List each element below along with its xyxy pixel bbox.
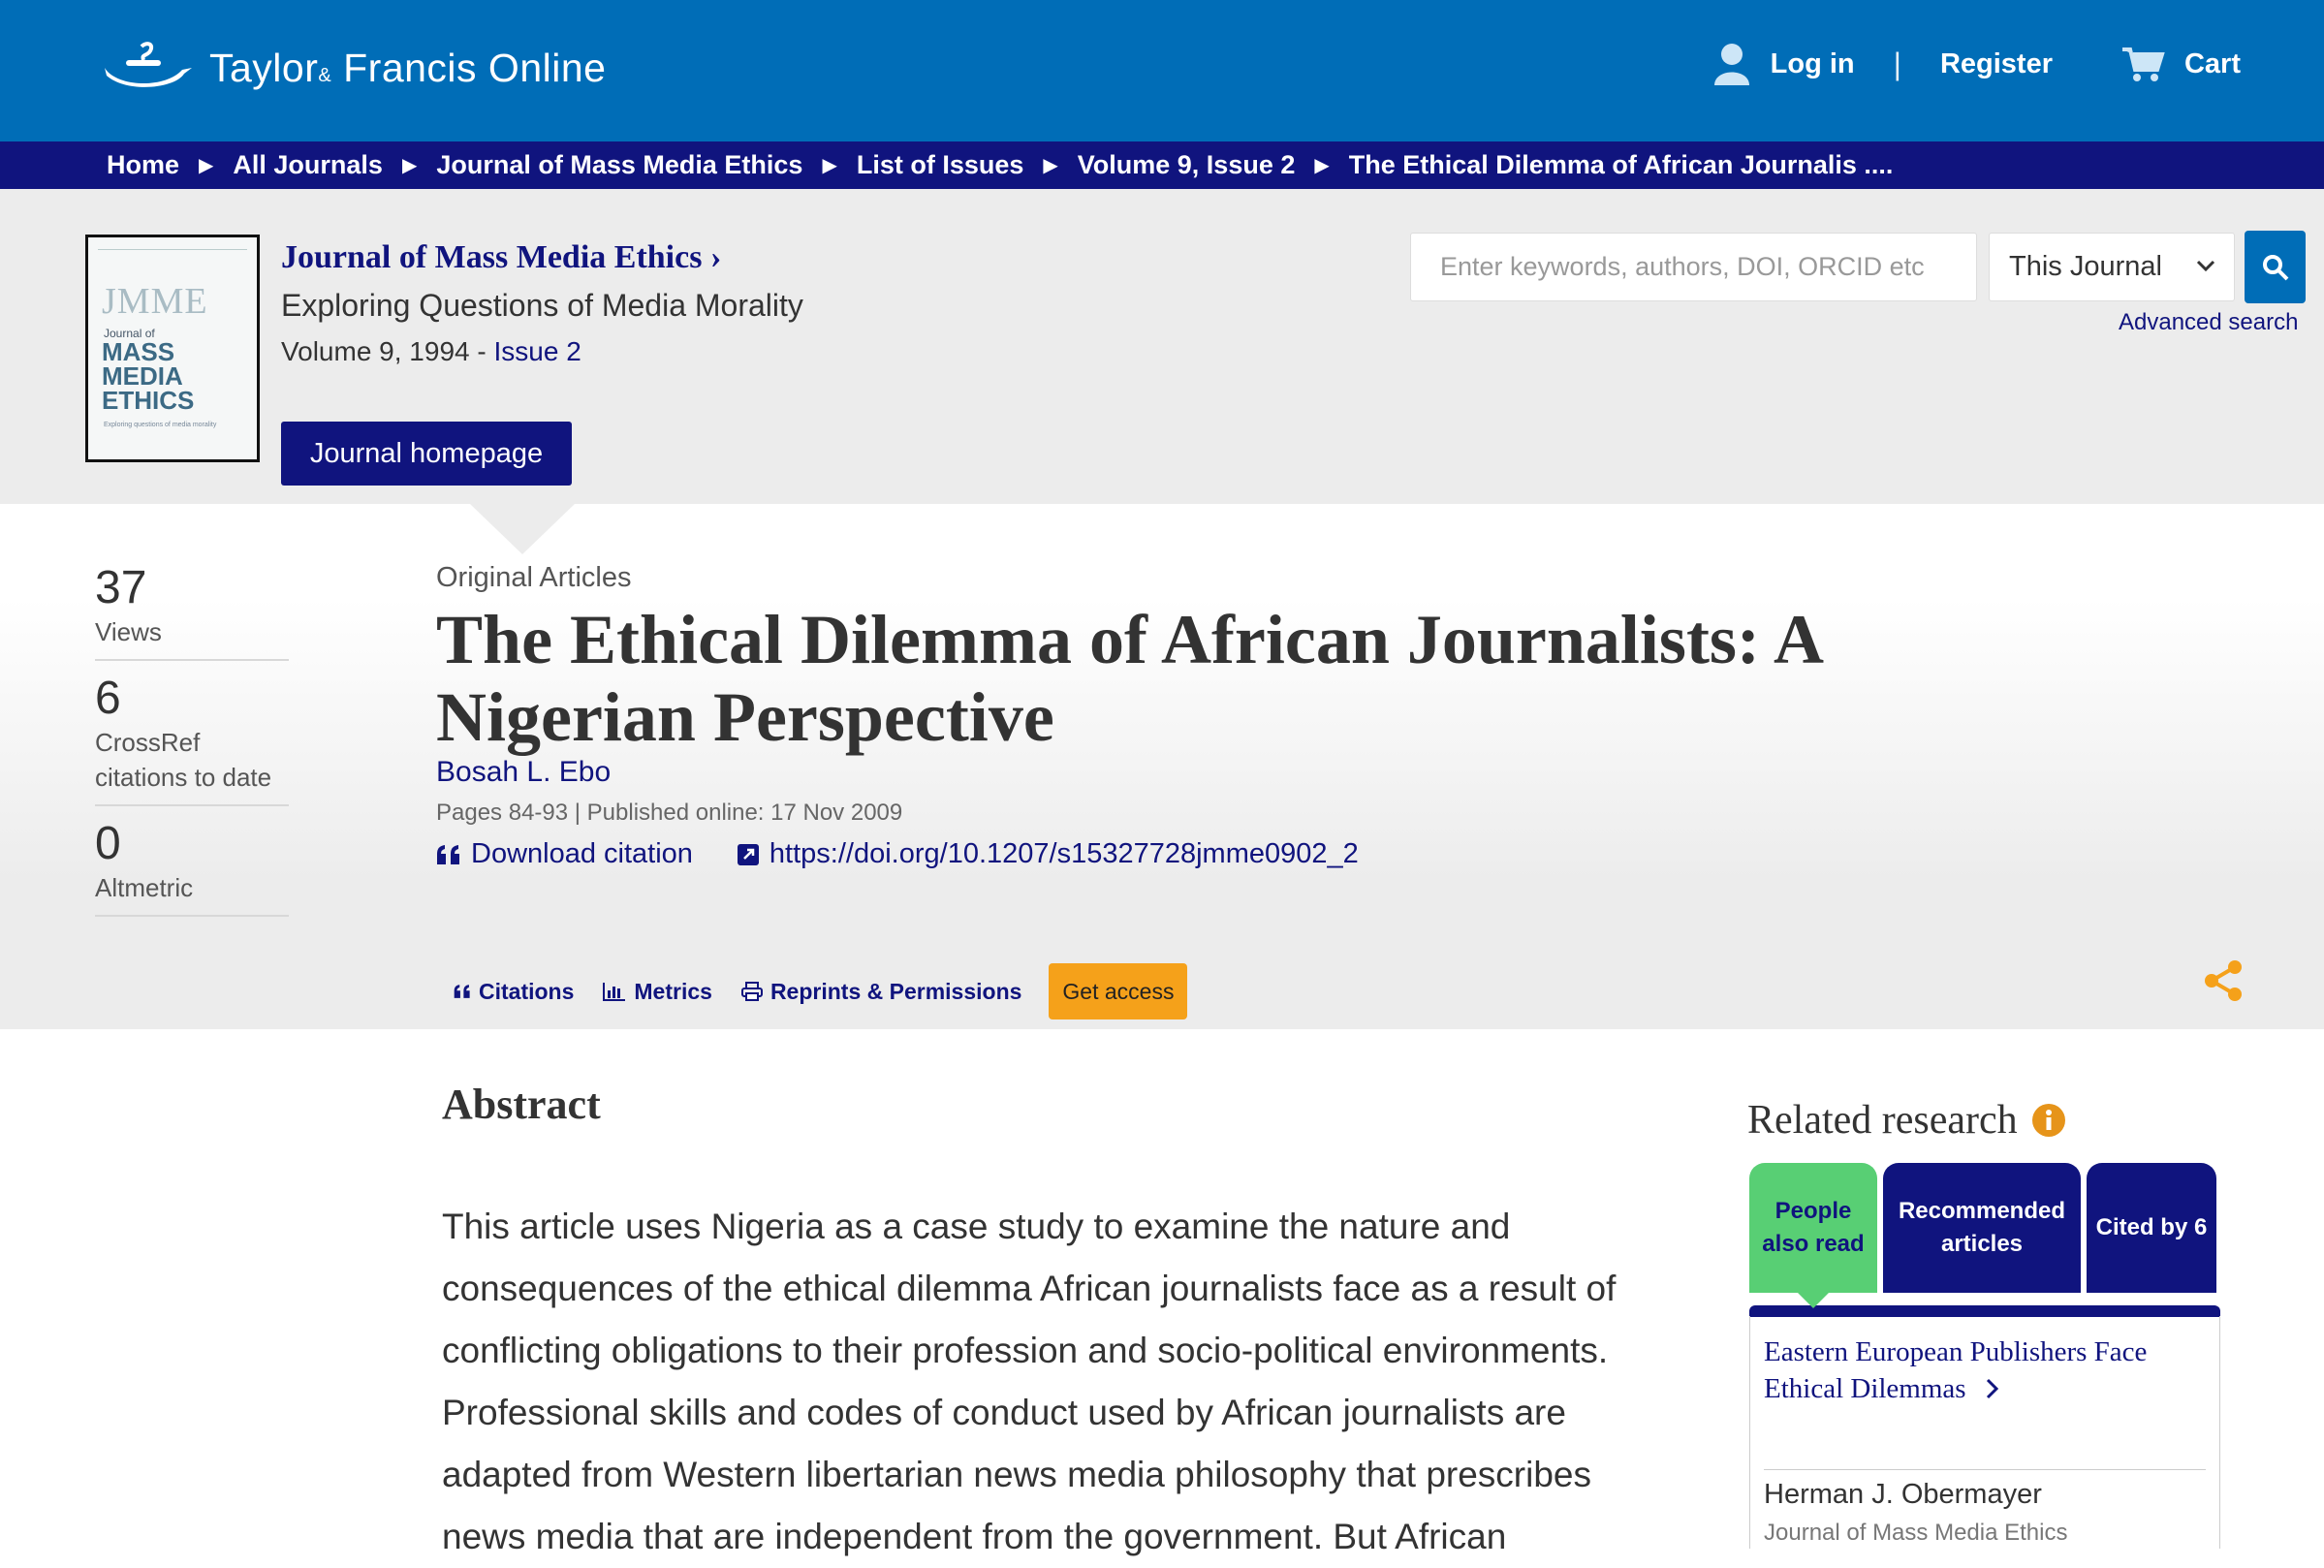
search-scope-value: This Journal — [2009, 251, 2162, 282]
reprints-permissions-tab[interactable] — [741, 979, 1021, 1005]
related-article-link[interactable] — [1764, 1333, 2190, 1407]
journal-title-link[interactable] — [281, 239, 721, 276]
volume-text: Volume 9, 1994 - — [281, 336, 494, 366]
breadcrumb-list-of-issues[interactable]: List of Issues — [856, 150, 1024, 179]
article-tools — [454, 963, 1187, 1019]
related-article-title: Eastern European Publishers Face Ethical Dilemmas — [1764, 1336, 2148, 1404]
quote-icon — [436, 844, 461, 865]
metric-label: Altmetric — [95, 873, 194, 902]
print-icon — [741, 982, 763, 1001]
breadcrumb-journal[interactable]: Journal of Mass Media Ethics — [436, 150, 803, 179]
article-pages-published: Pages 84-93 | Published online: 17 Nov 2009 — [436, 800, 903, 826]
journal-pointer — [470, 504, 575, 554]
breadcrumb-arrow-icon: ▶ — [401, 155, 418, 176]
register-label: Register — [1939, 47, 2053, 79]
quote-icon — [454, 984, 471, 999]
cover-title-line: MEDIA — [102, 361, 183, 391]
tab-cited-by[interactable]: Cited by 6 — [2087, 1163, 2216, 1293]
metrics-tab[interactable] — [603, 979, 712, 1005]
metric-altmetric[interactable] — [95, 818, 289, 917]
metric-value: 0 — [95, 818, 121, 869]
cover-logo: JMME — [102, 281, 208, 322]
related-research-heading — [1747, 1097, 2066, 1144]
site-logo[interactable] — [97, 39, 606, 97]
chevron-right-icon: › — [709, 239, 722, 275]
metrics-label: Metrics — [634, 978, 712, 1004]
article-links — [436, 838, 1359, 870]
issue-link[interactable]: Issue 2 — [493, 336, 581, 366]
download-citation-label: Download citation — [471, 838, 693, 869]
breadcrumb-arrow-icon: ▶ — [1314, 155, 1330, 176]
cover-title-line: ETHICS — [102, 386, 195, 415]
get-access-button[interactable]: Get access — [1049, 963, 1187, 1019]
lamp-icon — [97, 39, 194, 97]
advanced-search-link[interactable]: Advanced search — [2119, 309, 2299, 335]
bar-chart-icon — [603, 982, 626, 1001]
search-input[interactable]: Enter keywords, authors, DOI, ORCID etc — [1410, 233, 1977, 301]
chevron-down-icon — [2195, 255, 2216, 276]
cart-link[interactable] — [2122, 47, 2241, 81]
doi-label: https://doi.org/10.1207/s15327728jmme0902_2 — [769, 838, 1359, 869]
breadcrumb-volume[interactable]: Volume 9, Issue 2 — [1077, 150, 1296, 179]
external-link-icon — [737, 843, 760, 866]
related-article-author: Herman J. Obermayer — [1764, 1479, 2042, 1510]
breadcrumb-arrow-icon: ▶ — [199, 155, 214, 176]
cart-label: Cart — [2183, 47, 2241, 79]
metric-value: 37 — [95, 562, 147, 613]
chevron-right-icon — [1983, 1377, 2002, 1400]
login-link[interactable] — [1714, 43, 1855, 85]
cover-of: Journal of — [104, 327, 155, 340]
related-research-panel — [1749, 1316, 2220, 1549]
breadcrumb-all-journals[interactable]: All Journals — [233, 150, 383, 179]
search-icon — [2261, 253, 2290, 282]
related-research-tabs — [1749, 1163, 2222, 1293]
site-header — [0, 0, 2324, 141]
account-actions — [1714, 43, 2241, 85]
article-metrics — [95, 562, 289, 928]
search-scope-select[interactable] — [1989, 233, 2235, 301]
article-title: The Ethical Dilemma of African Journalists: A Nigerian Perspective — [436, 601, 1820, 756]
info-icon[interactable] — [2031, 1103, 2066, 1138]
cover-rule — [98, 249, 247, 253]
breadcrumb-home[interactable]: Home — [107, 150, 180, 179]
journal-header — [0, 189, 2324, 504]
login-label: Log in — [1770, 47, 1855, 79]
metric-value: 6 — [95, 673, 121, 724]
metric-crossref[interactable] — [95, 673, 289, 806]
citations-label: Citations — [479, 978, 575, 1004]
journal-homepage-button[interactable]: Journal homepage — [281, 422, 572, 486]
journal-cover-image[interactable] — [85, 235, 260, 462]
journal-volume — [281, 336, 581, 367]
citations-tab[interactable] — [454, 979, 574, 1005]
article-header — [0, 504, 2324, 1029]
related-research-title: Related research — [1747, 1098, 2018, 1143]
author-link[interactable]: Bosah L. Ebo — [436, 756, 612, 788]
related-divider — [1764, 1469, 2206, 1470]
abstract-heading: Abstract — [442, 1081, 601, 1128]
reprints-label: Reprints & Permissions — [769, 978, 1022, 1004]
breadcrumb — [0, 141, 2324, 189]
doi-link[interactable] — [737, 838, 1359, 870]
user-icon — [1714, 43, 1749, 85]
cart-icon — [2122, 47, 2163, 81]
journal-title: Journal of Mass Media Ethics — [281, 239, 703, 275]
abstract-text: This article uses Nigeria as a case study to examine the nature and consequences of the ethical dilemma African journalists face as a result of conflicting obligations to their profession and socio-political environments. Professional skills and codes of conduct used by African journalists are adapted from Western libertarian news media philosophy that prescribes news media that are independent from the government. But African — [442, 1207, 1617, 1556]
cover-title — [102, 337, 195, 415]
article-type: Original Articles — [436, 562, 632, 593]
logo-text: Taylor& Francis Online — [209, 45, 607, 90]
tab-people-also-read[interactable]: People also read — [1749, 1163, 1877, 1293]
metric-label: Views — [95, 617, 162, 646]
register-link[interactable] — [1940, 48, 2053, 80]
share-icon[interactable] — [2202, 959, 2245, 1007]
breadcrumb-arrow-icon: ▶ — [1043, 155, 1058, 176]
tab-recommended-articles[interactable]: Recommended articles — [1883, 1163, 2081, 1293]
journal-subtitle: Exploring Questions of Media Morality — [281, 288, 803, 323]
metric-label: CrossRef citations to date — [95, 728, 272, 792]
related-article-journal: Journal of Mass Media Ethics — [1764, 1520, 2068, 1546]
search-button[interactable] — [2245, 231, 2306, 303]
header-separator: | — [1893, 46, 1901, 81]
download-citation-link[interactable] — [436, 838, 693, 870]
cover-tagline: Exploring questions of media morality — [104, 422, 217, 428]
breadcrumb-arrow-icon: ▶ — [822, 155, 837, 176]
cover-title-line: MASS — [102, 337, 175, 366]
metric-views[interactable] — [95, 562, 289, 661]
breadcrumb-current-article: The Ethical Dilemma of African Journalis .... — [1348, 150, 1894, 179]
